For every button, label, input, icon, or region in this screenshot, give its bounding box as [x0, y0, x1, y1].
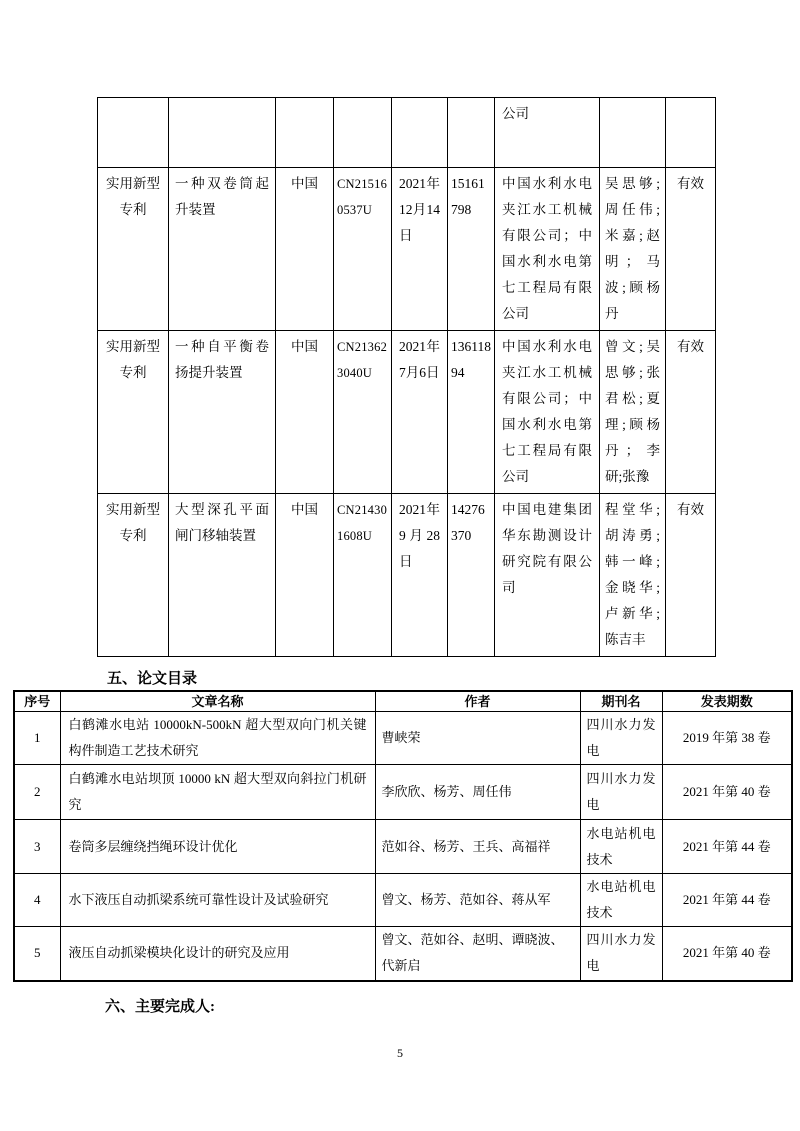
patent-number-cell: CN215160537U — [334, 168, 392, 331]
patent-owner-cell: 中国水利水电夹江水工机械有限公司；中国水利水电第七工程局有限公司 — [495, 168, 600, 331]
patent-row — [98, 168, 716, 331]
patent-status-cell: 有效 — [666, 168, 716, 331]
contributors-section-heading: 六、主要完成人: — [105, 999, 215, 1015]
paper-journal-cell: 四川水力发电 — [580, 927, 662, 981]
patent-cert-cell: 14276370 — [448, 494, 495, 657]
patent-owner-cell: 中国水利水电夹江水工机械有限公司；中国水利水电第七工程局有限公司 — [495, 331, 600, 494]
patent-type-cell: 实用新型专利 — [98, 494, 169, 657]
paper-no-cell: 5 — [14, 927, 60, 981]
paper-issue-cell: 2019 年第 38 卷 — [662, 712, 792, 765]
paper-no-cell: 3 — [14, 820, 60, 874]
paper-row — [14, 927, 792, 981]
patent-date-cell: 2021年9月28日 — [392, 494, 448, 657]
paper-no-cell: 1 — [14, 712, 60, 765]
patent-type-cell: 实用新型专利 — [98, 168, 169, 331]
papers-section-heading: 五、论文目录 — [107, 671, 198, 687]
patent-table — [97, 97, 716, 657]
patent-cert-cell: 13611894 — [448, 331, 495, 494]
papers-header-issue: 发表期数 — [662, 691, 792, 712]
paper-authors-cell: 曾文、范如谷、赵明、谭晓波、代新启 — [375, 927, 580, 981]
patent-status-cell: 有效 — [666, 331, 716, 494]
patent-number-cell — [334, 98, 392, 168]
papers-header-journal: 期刊名 — [580, 691, 662, 712]
paper-row — [14, 820, 792, 874]
patent-type-cell: 实用新型专利 — [98, 331, 169, 494]
paper-row — [14, 874, 792, 927]
patent-date-cell: 2021年12月14日 — [392, 168, 448, 331]
paper-title-cell: 液压自动抓梁模块化设计的研究及应用 — [60, 927, 375, 981]
patent-country-cell: 中国 — [276, 331, 334, 494]
patent-date-cell — [392, 98, 448, 168]
papers-header-title: 文章名称 — [60, 691, 375, 712]
patent-type-cell — [98, 98, 169, 168]
papers-header-row — [14, 691, 792, 712]
patent-row — [98, 494, 716, 657]
paper-no-cell: 4 — [14, 874, 60, 927]
papers-header-no: 序号 — [14, 691, 60, 712]
patent-date-cell: 2021年7月6日 — [392, 331, 448, 494]
papers-table — [13, 690, 793, 982]
patent-country-cell — [276, 98, 334, 168]
paper-title-cell: 卷筒多层缠绕挡绳环设计优化 — [60, 820, 375, 874]
patent-owner-cell: 中国电建集团华东勘测设计研究院有限公司 — [495, 494, 600, 657]
paper-journal-cell: 四川水力发电 — [580, 765, 662, 820]
patent-country-cell: 中国 — [276, 168, 334, 331]
patent-inventors-cell — [600, 98, 666, 168]
patent-country-cell: 中国 — [276, 494, 334, 657]
patent-inventors-cell: 程堂华;胡涛勇;韩一峰;金晓华;卢新华;陈吉丰 — [600, 494, 666, 657]
papers-header-authors: 作者 — [375, 691, 580, 712]
page-number: 5 — [397, 1046, 403, 1060]
patent-name-cell — [169, 98, 276, 168]
paper-journal-cell: 水电站机电技术 — [580, 874, 662, 927]
patent-name-cell: 大型深孔平面闸门移轴装置 — [169, 494, 276, 657]
patent-number-cell: CN213623040U — [334, 331, 392, 494]
paper-issue-cell: 2021 年第 44 卷 — [662, 820, 792, 874]
paper-title-cell: 白鹤滩水电站坝顶 10000 kN 超大型双向斜拉门机研究 — [60, 765, 375, 820]
paper-issue-cell: 2021 年第 40 卷 — [662, 765, 792, 820]
paper-journal-cell: 四川水力发电 — [580, 712, 662, 765]
patent-status-cell: 有效 — [666, 494, 716, 657]
patent-row — [98, 331, 716, 494]
paper-issue-cell: 2021 年第 40 卷 — [662, 927, 792, 981]
patent-name-cell: 一种双卷筒起升装置 — [169, 168, 276, 331]
paper-authors-cell: 曾文、杨芳、范如谷、蒋从军 — [375, 874, 580, 927]
paper-authors-cell: 李欣欣、杨芳、周任伟 — [375, 765, 580, 820]
paper-row — [14, 765, 792, 820]
patent-name-cell: 一种自平衡卷扬提升装置 — [169, 331, 276, 494]
paper-issue-cell: 2021 年第 44 卷 — [662, 874, 792, 927]
patent-cert-cell: 15161798 — [448, 168, 495, 331]
patent-inventors-cell: 曾文;吴思够;张君松;夏理;顾杨丹；李研;张豫 — [600, 331, 666, 494]
patent-cert-cell — [448, 98, 495, 168]
paper-row — [14, 712, 792, 765]
paper-authors-cell: 曹峡荣 — [375, 712, 580, 765]
patent-row-continued — [98, 98, 716, 168]
paper-journal-cell: 水电站机电技术 — [580, 820, 662, 874]
paper-title-cell: 白鹤滩水电站 10000kN-500kN 超大型双向门机关键构件制造工艺技术研究 — [60, 712, 375, 765]
paper-authors-cell: 范如谷、杨芳、王兵、高福祥 — [375, 820, 580, 874]
paper-title-cell: 水下液压自动抓梁系统可靠性设计及试验研究 — [60, 874, 375, 927]
patent-owner-cell: 公司 — [495, 98, 600, 168]
patent-status-cell — [666, 98, 716, 168]
paper-no-cell: 2 — [14, 765, 60, 820]
patent-number-cell: CN214301608U — [334, 494, 392, 657]
patent-inventors-cell: 吴思够;周任伟;米嘉;赵明；马波;顾杨丹 — [600, 168, 666, 331]
